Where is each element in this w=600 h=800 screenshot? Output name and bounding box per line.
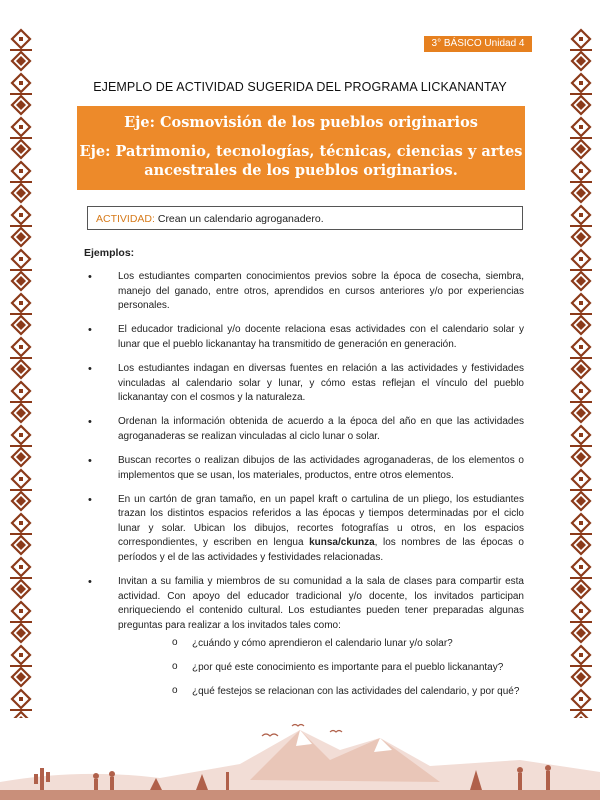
footer-landscape-illustration — [0, 720, 600, 800]
bullet-icon: • — [88, 271, 92, 283]
question-item: o ¿qué festejos se relacionan con las actividades del calendario, y por qué? — [172, 685, 520, 697]
grade-unit-badge: 3° BÁSICO Unidad 4 — [424, 36, 532, 52]
questions-list — [172, 637, 532, 709]
bullet-icon: • — [88, 454, 92, 467]
decorative-border-left — [10, 28, 32, 718]
question-item: o ¿por qué este conocimiento es importante para el pueblo lickanantay? — [172, 661, 504, 673]
language-name: kunsa/ckunza — [309, 537, 375, 549]
document-title: EJEMPLO DE ACTIVIDAD SUGERIDA DEL PROGRAMA LICKANANTAY — [93, 80, 507, 94]
list-item: • El educador tradicional y/o docente relaciona esas actividades con el calendario solar y lunar que el pueblo lickanantay ha transmitido de generación en generación. — [88, 324, 524, 350]
circle-bullet-icon: o — [172, 661, 178, 672]
circle-bullet-icon: o — [172, 685, 178, 696]
list-item: • Los estudiantes indagan en diversas fuentes en relación a las actividades y festividades vinculadas al calendario solar y lunar, y cómo estas reflejan el vínculo del pueblo lickanantay con el cosmos y la naturaleza. — [88, 362, 524, 404]
bullet-icon: • — [88, 362, 92, 375]
list-item: • En un cartón de gran tamaño, en un papel kraft o cartulina de un pliego, los estudiantes trazan los distintos espacios referidos a las épocas y tiempos determinadas por el ciclo lunar y solar. Ubican los dibujos, recortes fotografías u otros, en los espacios correspondientes, y escriben en lengua kunsa/ckunza, los nombres de las épocas o períodos y el de las actividades y festividades relacionadas. — [88, 493, 524, 563]
list-item: • Ordenan la información obtenida de acuerdo a la época del año en que las actividades agroganaderas se realizan vinculadas al ciclo lunar o solar. — [88, 416, 524, 442]
axis-title-1: Eje: Cosmovisión de los pueblos originarios — [124, 114, 478, 131]
examples-heading: Ejemplos: — [84, 247, 135, 259]
bullet-icon: • — [88, 493, 92, 506]
bullet-icon: • — [88, 416, 92, 429]
list-item: • Invitan a su familia y miembros de su comunidad a la sala de clases para compartir esta actividad. Con apoyo del educador tradicional y/o docente, los invitados participan enriqueciendo el contenido cultural. Los estudiantes pueden tener preparadas algunas preguntas para realizar a los invitados tales como: — [88, 576, 524, 631]
axis-title-2: Eje: Patrimonio, tecnologías, técnicas, ciencias y artes ancestrales de los pueblos originarios. — [79, 143, 523, 179]
bullet-icon: • — [88, 324, 92, 337]
examples-list — [84, 270, 524, 643]
question-item: o ¿cuándo y cómo aprendieron el calendario lunar y/o solar? — [172, 637, 453, 649]
activity-label: ACTIVIDAD: — [96, 213, 155, 225]
bullet-icon: • — [88, 576, 92, 589]
circle-bullet-icon: o — [172, 637, 178, 648]
activity-box — [87, 206, 523, 230]
list-item: • Buscan recortes o realizan dibujos de las actividades agroganaderas, de los elementos o implementos que se usan, los materiales, productos, entre otros elementos. — [88, 454, 524, 481]
list-item: • Los estudiantes comparten conocimientos previos sobre la época de cosecha, siembra, manejo del ganado, entre otros, aprendidos en cursos anteriores y/o por experiencias personales. — [88, 271, 524, 312]
activity-text: Crean un calendario agroganadero. — [154, 213, 324, 225]
decorative-border-right — [570, 28, 592, 718]
